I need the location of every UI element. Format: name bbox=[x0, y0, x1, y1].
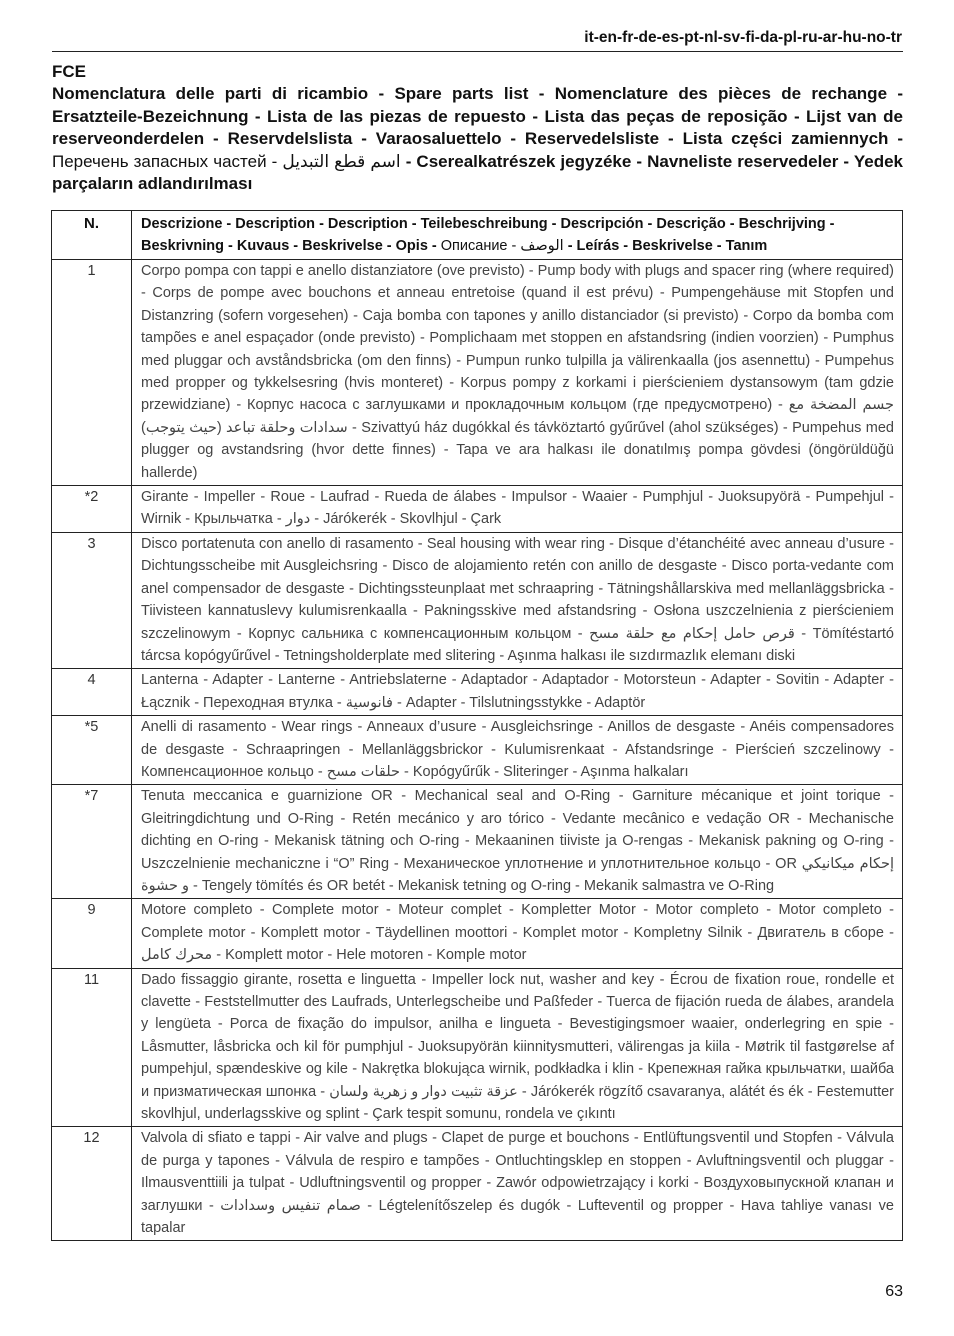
part-number: 3 bbox=[52, 532, 132, 668]
column-header-description bbox=[132, 211, 903, 260]
part-number: *2 bbox=[52, 486, 132, 533]
part-description: Girante - Impeller - Roue - Laufrad - Rueda de álabes - Impulsor - Waaier - Pumphjul - Juoksupyörä - Pumpehjul - Wirnik - Крыльчатка - دوار - Járókerék - Skovlhjul - Çark bbox=[132, 486, 903, 533]
table-row bbox=[52, 968, 903, 1127]
part-description: Dado fissaggio girante, rosetta e linguetta - Impeller lock nut, washer and key - Écrou de fixation roue, rondelle et clavette - Feststellmutter des Laufrads, Unterlegscheibe und Paßfeder - Tuerca de fijación rueda de álabes, arandela y lengüeta - Porca de fixação do impulsor, anilha e lingueta - Bevestigingsmoer waaier, onderlegring en spie - Låsmutter, låsbricka och kil för pumphjul - Juoksupyörän kiinnitysmutteri, välirengas ja kiila - Møtrik til fastgørelse af pumpehjul, spændeskive og kile - Nakrętka blokująca wirnik, podkładka i klin - Крепежная гайка крыльчатки, шайба и призматическая шпонка - عزقة تثبيت دوار و زهرية ولسان - Járókerék rögzítő csavaranya, alátét és ék - Festemutter skovlhjul, underlagsskive og splint - Çark tespit somunu, rondela ve çıkıntı bbox=[132, 968, 903, 1127]
column-header-number: N. bbox=[52, 211, 132, 260]
part-number: 9 bbox=[52, 899, 132, 968]
table-row bbox=[52, 1127, 903, 1241]
part-description: Corpo pompa con tappi e anello distanziatore (ove previsto) - Pump body with plugs and spacer ring (where required) - Corps de pompe avec bouchons et anneau entretoise (quand il est prévu) - Pumpengehäuse mit Stopfen und Distanzring (sofern vorgesehen) - Caja bomba con tapones y anillo distanciador (si previsto) - Corpo da bomba com tampões e anel espaçador (onde previsto) - Pomplichaam met stoppen en afstandsring (indien voorzien) - Pumphus med pluggar och avståndsbricka (om den finns) - Pumpun runko tulpilla ja välirenkaalla (jos asennettu) - Pumpehus med propper og tykkelsesring (hvis monteret) - Korpus pompy z korkami i pierścieniem dystansowym (tam gdzie przewidziane) - Корпус насоса с заглушками и прокладочным кольцом (где предусмотрено) - جسم المضخة مع سدادات وحلقة تباعد (حيث يتوجب) - Szivattyú ház dugókkal és távköztartó gyűrűvel (ahol szükséges) - Pumpehus med plugger og avstandsring (hvor dette finnes) - Tapa ve ara halkası ile donatılmış pompa gövdesi (öngörüldüğü hallerde) bbox=[132, 260, 903, 486]
part-description: Valvola di sfiato e tappi - Air valve and plugs - Clapet de purge et bouchons - Entlüftungsventil und Stopfen - Válvula de purga y tapones - Válvula de respiro e tampões - Ontluchtingsklep en stoppen - Avluftningsventil och pluggar - Ilmausventtiili ja tulpat - Udluftningsventil og propper - Zawór odpowietrzający i korki - Воздуховыпускной клапан и заглушки - صمام تنفيس وسدادات - Légtelenítőszelep és dugók - Lufteventil og propper - Hava tahliye vanası ve tapalar bbox=[132, 1127, 903, 1241]
table-row bbox=[52, 716, 903, 785]
model-code: FCE bbox=[52, 62, 86, 81]
part-description: Disco portatenuta con anello di rasamento - Seal housing with wear ring - Disque d’étanchéité avec anneau d’usure - Dichtungsscheibe mit Ausgleichsring - Disco de alojamiento retén con anillo de desgaste - Disco porta-vedante com anel compensador de desgaste - Dichtingssteunplaat met schraapring - Tätningshållarskiva med mellanläggsbricka - Tiivisteen kannatuslevy kulumisrenkaalla - Pakningsskive med afstandsring - Osłona uszczelnienia z pierścieniem szczelinowym - Корпус сальника с компенсационным кольцом - قرص حامل إحكام مع حلقة مسح - Tömítéstartó tárcsa kopógyűrűvel - Tetningsholderplate med slitering - Aşınma halkası ile sızdırmazlık elemanı diski bbox=[132, 532, 903, 668]
title-part-2: Перечень запасных частей - اسم قطع التبديل bbox=[52, 151, 401, 171]
table-row bbox=[52, 899, 903, 968]
table-row bbox=[52, 486, 903, 533]
table-header-row bbox=[52, 211, 903, 260]
table-row bbox=[52, 532, 903, 668]
page-number: 63 bbox=[885, 1283, 903, 1300]
part-description: Lanterna - Adapter - Lanterne - Antriebslaterne - Adaptador - Adaptador - Motorsteun - Adapter - Sovitin - Adapter - Łącznik - Переходная втулка - فانوسية - Adapter - Tilslutningsstykke - Adaptör bbox=[132, 669, 903, 716]
document-title bbox=[52, 83, 903, 196]
part-number: 1 bbox=[52, 260, 132, 486]
description-header-part-2: Описание - الوصف bbox=[440, 238, 564, 254]
part-number: *7 bbox=[52, 785, 132, 899]
title-part-3: - Cserealkatrészek jegyzéke - Navneliste reservedeler - Yedek parçaların adlandırılması bbox=[52, 151, 903, 193]
description-header-part-3: - Leírás - Beskrivelse - Tanım bbox=[567, 238, 768, 254]
title-part-1: Nomenclatura delle parti di ricambio - Spare parts list - Nomenclature des pièces de rechange - Ersatzteile-Bezeichnung - Lista de las piezas de repuesto - Lista das peças de reposição - Lijst van de reserveonderdelen - Reservdelslista - Varaosaluettelo - Reservedelsliste - Lista części zamiennych - bbox=[52, 84, 903, 148]
language-codes: it-en-fr-de-es-pt-nl-sv-fi-da-pl-ru-ar-hu-no-tr bbox=[584, 29, 902, 46]
part-number: *5 bbox=[52, 716, 132, 785]
description-header-part-1: Descrizione - Description - Description - Teilebeschreibung - Descripción - Descrição - Beschrijving - Beskrivning - Kuvaus - Beskrivelse - Opis - bbox=[141, 216, 835, 254]
table-row bbox=[52, 785, 903, 899]
table-row bbox=[52, 669, 903, 716]
part-number: 12 bbox=[52, 1127, 132, 1241]
part-number: 4 bbox=[52, 669, 132, 716]
part-description: Anelli di rasamento - Wear rings - Anneaux d’usure - Ausgleichsringe - Anillos de desgaste - Anéis compensadores de desgaste - Schraapringen - Mellanläggsbrickor - Kulumisrenkaat - Afstandsringe - Pierścień szczelinowy - Компенсационное кольцо - حلقات مسح - Kopógyűrűk - Sliteringer - Aşınma halkaları bbox=[132, 716, 903, 785]
part-description: Tenuta meccanica e guarnizione OR - Mechanical seal and O-Ring - Garniture mécanique et joint torique - Gleitringdichtung und O-Ring - Retén mecánico y aro tórico - Vedante mecânico e vedação OR - Mechanische dichting en O-ring - Mekanisk tätning och O-ring - Mekaaninen tiiviste ja O-rengas - Mekanisk pakning og O-ring - Uszczelnienie mechaniczne i “O” Ring - Механическое уплотнение и уплотнительное кольцо - OR إحكام ميكانيكي و حشوة - Tengely tömítés és OR betét - Mekanisk tetning og O-ring - Mekanik salmastra ve O-Ring bbox=[132, 785, 903, 899]
table-row bbox=[52, 260, 903, 486]
document-header bbox=[52, 61, 903, 196]
spare-parts-table bbox=[51, 210, 903, 1241]
header-rule bbox=[52, 51, 903, 52]
part-description: Motore completo - Complete motor - Moteur complet - Kompletter Motor - Motor completo - Motor completo - Complete motor - Komplett motor - Täydellinen moottori - Komplet motor - Kompletny Silnik - Двигатель в сборе - محرك كامل - Komplett motor - Hele motoren - Komple motor bbox=[132, 899, 903, 968]
part-number: 11 bbox=[52, 968, 132, 1127]
